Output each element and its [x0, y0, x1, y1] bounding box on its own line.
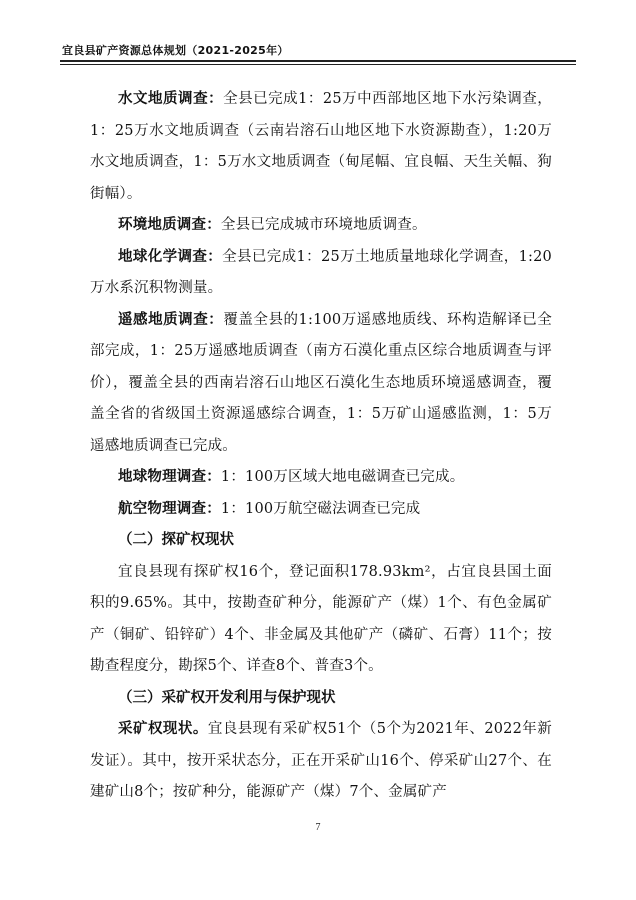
paragraph-mining-rights [90, 714, 552, 809]
page-number: 7 [315, 822, 321, 833]
paragraph-remote-sensing [90, 305, 552, 463]
running-header: 宜良县矿产资源总体规划（2021-2025年） [62, 44, 289, 57]
paragraph-text: 全县已完成1：25万土地质量地球化学调查，1:20万水系沉积物测量。 [90, 248, 552, 296]
paragraph-hydrogeology [90, 84, 552, 210]
paragraph-exploration-rights: 宜良县现有探矿权16个，登记面积178.93km²，占宜良县国土面积的9.65%。其中，按勘查矿种分，能源矿产（煤）1个、有色金属矿产（铜矿、铅锌矿）4个、非金属及其他矿产（磷矿、石膏）11个；按勘查程度分，勘探5个、详查8个、普查3个。 [90, 563, 552, 674]
paragraph-geophysics [90, 462, 552, 494]
paragraph-aerial-physics [90, 494, 552, 526]
paragraph-text: 全县已完成1：25万中西部地区地下水污染调查，1：25万水文地质调查（云南岩溶石山地区地下水资源勘查），1:20万水文地质调查，1：5万水文地质调查（甸尾幅、宜良幅、天生关幅、狗街幅）。 [90, 91, 552, 202]
paragraph-lead: 采矿权现状。 [118, 721, 208, 737]
header-rule [60, 60, 576, 62]
section-heading-exploration-rights: （二）探矿权现状 [118, 532, 234, 548]
paragraph-lead: 地球物理调查： [118, 469, 221, 485]
paragraph-text: 1：100万航空磁法调查已完成 [220, 500, 421, 517]
paragraph-lead: 遥感地质调查： [118, 311, 224, 328]
paragraph-text: 1：100万区域大地电磁调查已完成。 [220, 469, 465, 485]
paragraph-text: 全县已完成城市环境地质调查。 [220, 217, 427, 233]
paragraph-text: 覆盖全县的1:100万遥感地质线、环构造解译已全部完成，1：25万遥感地质调查（南方石漠化重点区综合地质调查与评价），覆盖全县的西南岩溶石山地区石漠化生态地质环境遥感调查，覆盖全省的省级国土资源遥感综合调查，1：5万矿山遥感监测，1：5万遥感地质调查已完成。 [90, 311, 552, 454]
paragraph-environmental-geology [90, 210, 552, 242]
paragraph-geochemistry [90, 242, 552, 305]
body-text [90, 84, 552, 809]
paragraph-lead: 地球化学调查： [118, 248, 223, 265]
header-rule-secondary [60, 64, 576, 65]
paragraph-lead: 水文地质调查： [118, 91, 224, 107]
paragraph-text: 宜良县现有采矿权51个（5个为2021年、2022年新发证）。其中，按开采状态分，正在开采矿山16个、停采矿山27个、在建矿山8个；按矿种分，能源矿产（煤）7个、金属矿产 [90, 721, 552, 800]
paragraph-lead: 航空物理调查： [118, 500, 221, 517]
paragraph-lead: 环境地质调查： [118, 217, 221, 233]
section-heading-mining-rights: （三）采矿权开发利用与保护现状 [118, 689, 336, 706]
